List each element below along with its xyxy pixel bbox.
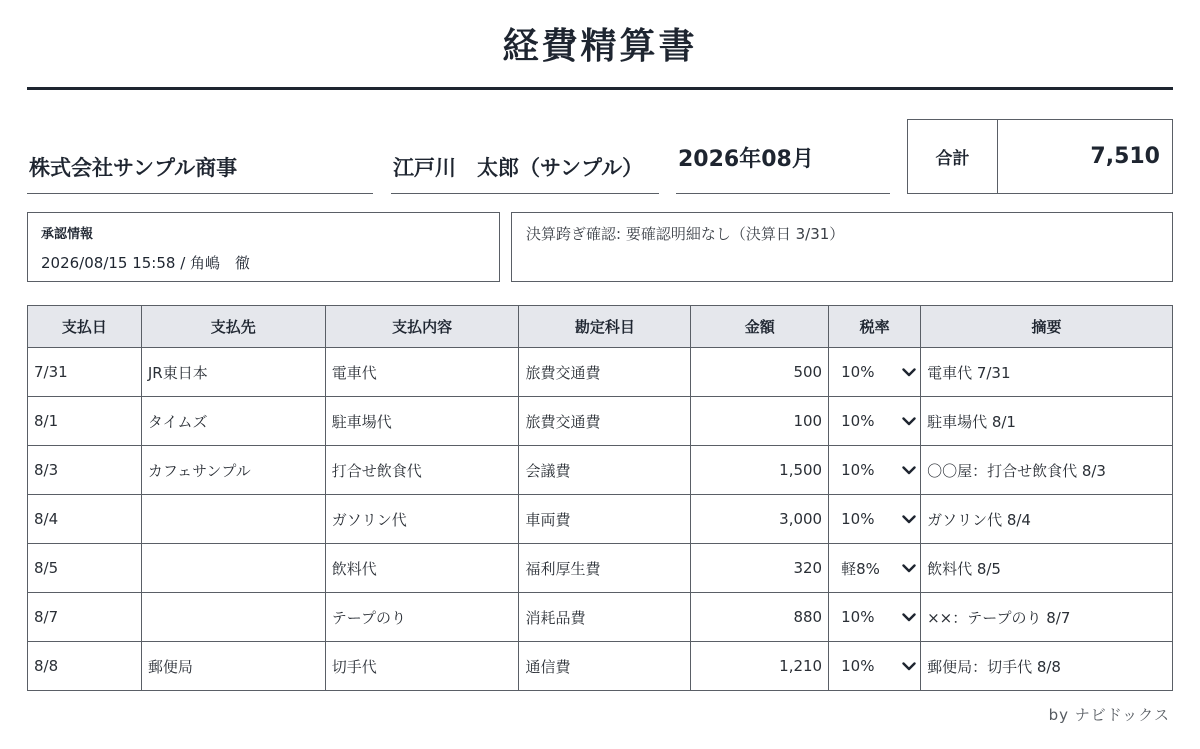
total-label: 合計	[908, 120, 998, 193]
cell-amount: 100	[691, 397, 829, 446]
tax-rate-value: 10%	[841, 657, 875, 675]
tax-rate-select[interactable]	[829, 446, 921, 495]
approval-info-box	[27, 212, 500, 282]
cell-payee: タイムズ	[141, 397, 325, 446]
cell-account: 福利厚生費	[519, 544, 691, 593]
tax-rate-value: 10%	[841, 412, 875, 430]
cell-date: 7/31	[28, 348, 142, 397]
cell-content: 打合せ飲食代	[325, 446, 519, 495]
cell-date: 8/8	[28, 642, 142, 691]
approval-value: 2026/08/15 15:58 / 角嶋 徹	[41, 254, 251, 272]
total-value: 7,510	[1090, 144, 1160, 169]
cell-payee	[141, 593, 325, 642]
cell-date: 8/1	[28, 397, 142, 446]
header-tax-rate: 税率	[829, 306, 921, 348]
cell-payee: カフェサンプル	[141, 446, 325, 495]
tax-rate-value: 10%	[841, 363, 875, 381]
cell-account: 消耗品費	[519, 593, 691, 642]
chevron-down-icon[interactable]	[898, 613, 920, 622]
cell-amount: 3,000	[691, 495, 829, 544]
tax-rate-value: 10%	[841, 510, 875, 528]
table-row	[28, 446, 1173, 495]
header-date: 支払日	[28, 306, 142, 348]
tax-rate-select[interactable]	[829, 544, 921, 593]
header-amount: 金額	[691, 306, 829, 348]
tax-rate-select[interactable]	[829, 348, 921, 397]
table-row	[28, 593, 1173, 642]
title-divider	[27, 87, 1173, 90]
chevron-down-icon[interactable]	[898, 662, 920, 671]
tax-rate-value: 軽8%	[841, 559, 880, 578]
company-field: 株式会社サンプル商事	[27, 154, 373, 194]
tax-rate-select[interactable]	[829, 397, 921, 446]
chevron-down-icon[interactable]	[898, 466, 920, 475]
header-payee: 支払先	[141, 306, 325, 348]
cell-date: 8/3	[28, 446, 142, 495]
cell-account: 会議費	[519, 446, 691, 495]
tax-rate-value: 10%	[841, 608, 875, 626]
total-box	[907, 119, 1173, 194]
table-row	[28, 544, 1173, 593]
cell-content: 電車代	[325, 348, 519, 397]
chevron-down-icon[interactable]	[898, 515, 920, 524]
applicant-name-field: 江戸川 太郎（サンプル）	[391, 154, 659, 194]
cell-memo: 〇〇屋：打合せ飲食代 8/3	[921, 446, 1173, 495]
page-title: 経費精算書	[502, 26, 698, 67]
header-content: 支払内容	[325, 306, 519, 348]
chevron-down-icon[interactable]	[898, 417, 920, 426]
cell-memo: 電車代 7/31	[921, 348, 1173, 397]
tax-rate-select[interactable]	[829, 593, 921, 642]
report-month-field: 2026年08月	[676, 146, 890, 194]
table-header-row	[28, 306, 1173, 348]
cell-account: 車両費	[519, 495, 691, 544]
table-row	[28, 495, 1173, 544]
cell-date: 8/4	[28, 495, 142, 544]
cell-memo: 郵便局：切手代 8/8	[921, 642, 1173, 691]
cell-content: 駐車場代	[325, 397, 519, 446]
cell-amount: 880	[691, 593, 829, 642]
cell-content: ガソリン代	[325, 495, 519, 544]
cell-date: 8/5	[28, 544, 142, 593]
chevron-down-icon[interactable]	[898, 564, 920, 573]
fiscal-check-note: 決算跨ぎ確認: 要確認明細なし（決算日 3/31）	[511, 212, 1173, 282]
cell-payee	[141, 544, 325, 593]
expense-table	[27, 305, 1173, 691]
chevron-down-icon[interactable]	[898, 368, 920, 377]
cell-amount: 320	[691, 544, 829, 593]
cell-amount: 500	[691, 348, 829, 397]
cell-account: 通信費	[519, 642, 691, 691]
cell-memo: ガソリン代 8/4	[921, 495, 1173, 544]
cell-amount: 1,210	[691, 642, 829, 691]
cell-content: テープのり	[325, 593, 519, 642]
approval-title: 承認情報	[41, 227, 94, 242]
tax-rate-select[interactable]	[829, 642, 921, 691]
cell-memo: 駐車場代 8/1	[921, 397, 1173, 446]
tax-rate-select[interactable]	[829, 495, 921, 544]
table-row	[28, 642, 1173, 691]
cell-content: 飲料代	[325, 544, 519, 593]
header-memo: 摘要	[921, 306, 1173, 348]
cell-payee	[141, 495, 325, 544]
cell-account: 旅費交通費	[519, 348, 691, 397]
tax-rate-value: 10%	[841, 461, 875, 479]
header-account: 勘定科目	[519, 306, 691, 348]
cell-account: 旅費交通費	[519, 397, 691, 446]
table-row	[28, 397, 1173, 446]
cell-content: 切手代	[325, 642, 519, 691]
credit-text: by ナビドックス	[1048, 706, 1170, 724]
cell-amount: 1,500	[691, 446, 829, 495]
table-row	[28, 348, 1173, 397]
cell-payee: JR東日本	[141, 348, 325, 397]
cell-date: 8/7	[28, 593, 142, 642]
cell-memo: 飲料代 8/5	[921, 544, 1173, 593]
cell-payee: 郵便局	[141, 642, 325, 691]
cell-memo: ××：テープのり 8/7	[921, 593, 1173, 642]
